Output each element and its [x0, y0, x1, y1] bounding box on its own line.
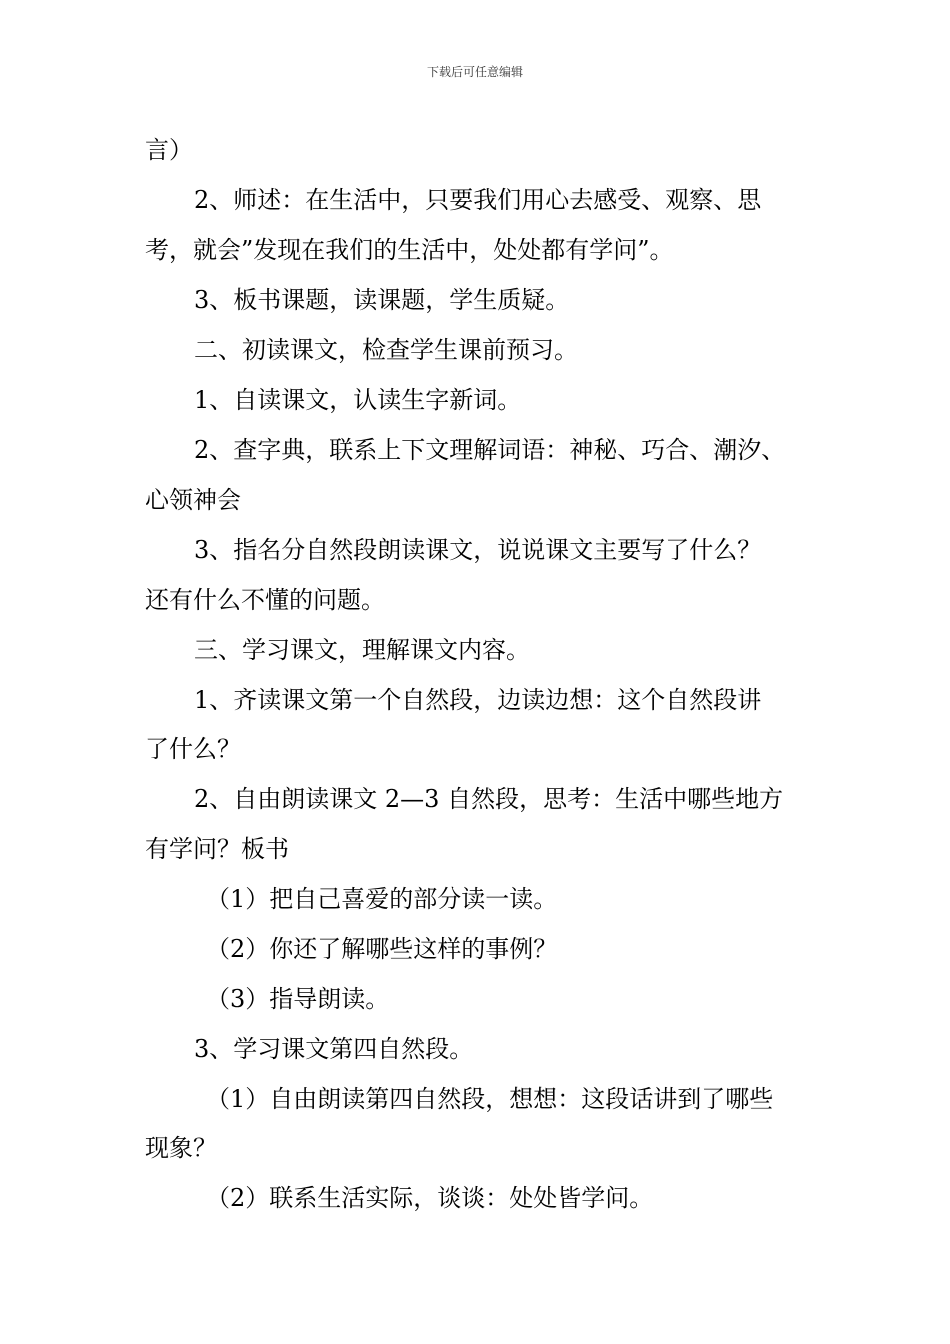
text-line: 3、板书课题，读课题，学生质疑。 [194, 286, 570, 314]
text-line: 3、学习课文第四自然段。 [194, 1035, 474, 1063]
text-line: 考，就会”发现在我们的生活中，处处都有学问”。 [145, 236, 674, 264]
text-line: 3、指名分自然段朗读课文，说说课文主要写了什么？ [194, 536, 762, 564]
text-line: （2）联系生活实际，谈谈：处处皆学问。 [206, 1184, 654, 1212]
text-line: 2、师述：在生活中，只要我们用心去感受、观察、思 [194, 186, 762, 214]
page-header: 下载后可任意编辑 [426, 65, 523, 79]
text-line: （3）指导朗读。 [206, 985, 390, 1013]
text-line: 心领神会 [145, 486, 241, 514]
text-line: 了什么？ [145, 735, 241, 763]
text-line: 2、查字典，联系上下文理解词语：神秘、巧合、潮汐、 [194, 436, 786, 464]
text-line: （1）自由朗读第四自然段，想想：这段话讲到了哪些 [206, 1085, 774, 1113]
text-line: （1）把自己喜爱的部分读一读。 [206, 885, 558, 913]
text-line: 还有什么不懂的问题。 [145, 586, 385, 614]
text-line: 现象？ [145, 1134, 217, 1162]
text-line: 三、学习课文，理解课文内容。 [194, 636, 530, 664]
text-line: （2）你还了解哪些这样的事例？ [206, 935, 558, 963]
text-line: 2、自由朗读课文 2—3 自然段，思考：生活中哪些地方 [194, 785, 784, 813]
text-line: 有学问？板书 [145, 835, 289, 863]
text-line: 1、齐读课文第一个自然段，边读边想：这个自然段讲 [194, 686, 762, 714]
text-line: 1、自读课文，认读生字新词。 [194, 386, 522, 414]
text-line: 言） [145, 136, 193, 164]
text-line: 二、初读课文，检查学生课前预习。 [194, 336, 578, 364]
